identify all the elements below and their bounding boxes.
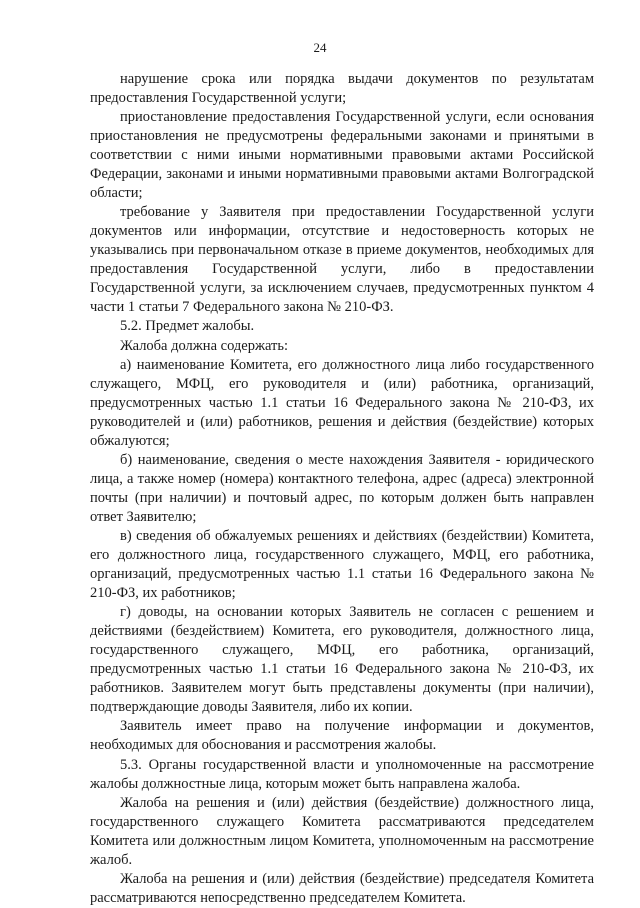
paragraph: Жалоба должна содержать: [120, 337, 289, 354]
paragraph: приостановление предоставления Государственной услуги, если основания приостановления не предусмотрены федеральными законами и принятыми в соответствии с ними иными нормативными правовыми актами Российской Федерации, законами и иными нормативными правовыми актами Волгоградской области; [90, 109, 594, 201]
paragraph: Заявитель имеет право на получение информации и документов, необходимых для обоснования и рассмотрения жалобы. [90, 718, 594, 754]
list-item: в) сведения об обжалуемых решениях и действиях (бездействии) Комитета, его должностного лица, государственного служащего, МФЦ, его работника, организаций, предусмотренных частью 1.1 статьи 16 Федерального закона № 210-ФЗ, их работников; [90, 528, 594, 601]
paragraph: требование у Заявителя при предоставлении Государственной услуги документов или информации, отсутствие и недостоверность которых не указывались при первоначальном отказе в приеме документов, необходимых для предоставления Государственной услуги, либо в предоставлении Государственной услуги, за исключением случаев, предусмотренных пунктом 4 части 1 статьи 7 Федерального закона № 210-ФЗ. [90, 204, 594, 315]
document-body [90, 70, 594, 908]
section-heading: 5.2. Предмет жалобы. [120, 318, 255, 335]
paragraph: Жалоба на решения и (или) действия (бездействие) председателя Комитета рассматриваются непосредственно председателем Комитета. [90, 871, 594, 906]
page-number: 24 [313, 40, 327, 55]
list-item: б) наименование, сведения о месте нахождения Заявителя - юридического лица, а также номер (номера) контактного телефона, адрес (адреса) электронной почты (при наличии) и почтовый адрес, по которым должен быть направлен ответ Заявителю; [90, 452, 594, 525]
list-item: г) доводы, на основании которых Заявитель не согласен с решением и действиями (бездействием) Комитета, его руководителя, должностного лица, государственного служащего, МФЦ, его работника, организаций, предусмотренных частью 1.1 статьи 16 Федерального закона № 210-ФЗ, их работников. Заявителем могут быть представлены документы (при наличии), подтверждающие доводы Заявителя, либо их копии. [90, 604, 594, 715]
paragraph: нарушение срока или порядка выдачи документов по результатам предоставления Государственной услуги; [90, 71, 594, 106]
list-item: а) наименование Комитета, его должностного лица либо государственного служащего, МФЦ, его руководителя и (или) работника, организаций, предусмотренных частью 1.1 статьи 16 Федерального закона № 210-ФЗ, их руководителей и (или) работников, решения и действия (бездействие) которых обжалуются; [90, 357, 594, 449]
paragraph: Жалоба на решения и (или) действия (бездействие) должностного лица, государственного служащего Комитета рассматриваются председателем Комитета или должностным лицом Комитета, уполномоченным на рассмотрение жалоб. [90, 794, 594, 868]
section-heading: 5.3. Органы государственной власти и уполномоченные на рассмотрение жалобы должностные лица, которым может быть направлена жалоба. [90, 756, 594, 792]
